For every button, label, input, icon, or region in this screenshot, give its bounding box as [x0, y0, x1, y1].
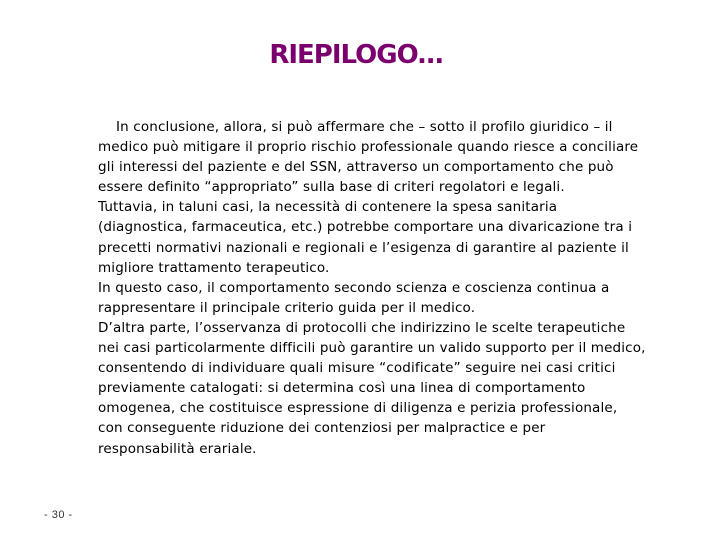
paragraph-conclusion: In conclusione, allora, si può affermare che – sotto il profilo giuridico – il medico può mitigare il proprio rischio professionale quando riesce a conciliare gli interessi del paziente e del SSN, attraverso un comportamento che può essere definito “appropriato” sulla base di criteri regolatori e legali.	[98, 119, 639, 196]
body-text	[98, 117, 646, 459]
paragraph-protocols: D’altra parte, l’osservanza di protocolli che indirizzino le scelte terapeutiche nei casi particolarmente difficili può garantire un valido supporto per il medico, consentendo di individuare quali misure “codificate” seguire nei casi critici previamente catalogati: si determina così una linea di comportamento omogenea, che costituisce espressione di diligenza e perizia professionale, con conseguente riduzione dei contenziosi per malpractice e per responsabilità erariale.	[98, 319, 646, 457]
paragraph-spending: Tuttavia, in taluni casi, la necessità di contenere la spesa sanitaria (diagnostica, farmaceutica, etc.) potrebbe comportare una divaricazione tra i precetti normativi nazionali e regionali e l’esigenza di garantire al paziente il migliore trattamento terapeutico.	[98, 199, 633, 276]
paragraph-science-conscience: In questo caso, il comportamento secondo scienza e coscienza continua a rappresentare il principale criterio guida per il medico.	[98, 279, 610, 316]
page-number: - 30 -	[44, 509, 73, 521]
slide-title: RIEPILOGO…	[269, 40, 443, 70]
